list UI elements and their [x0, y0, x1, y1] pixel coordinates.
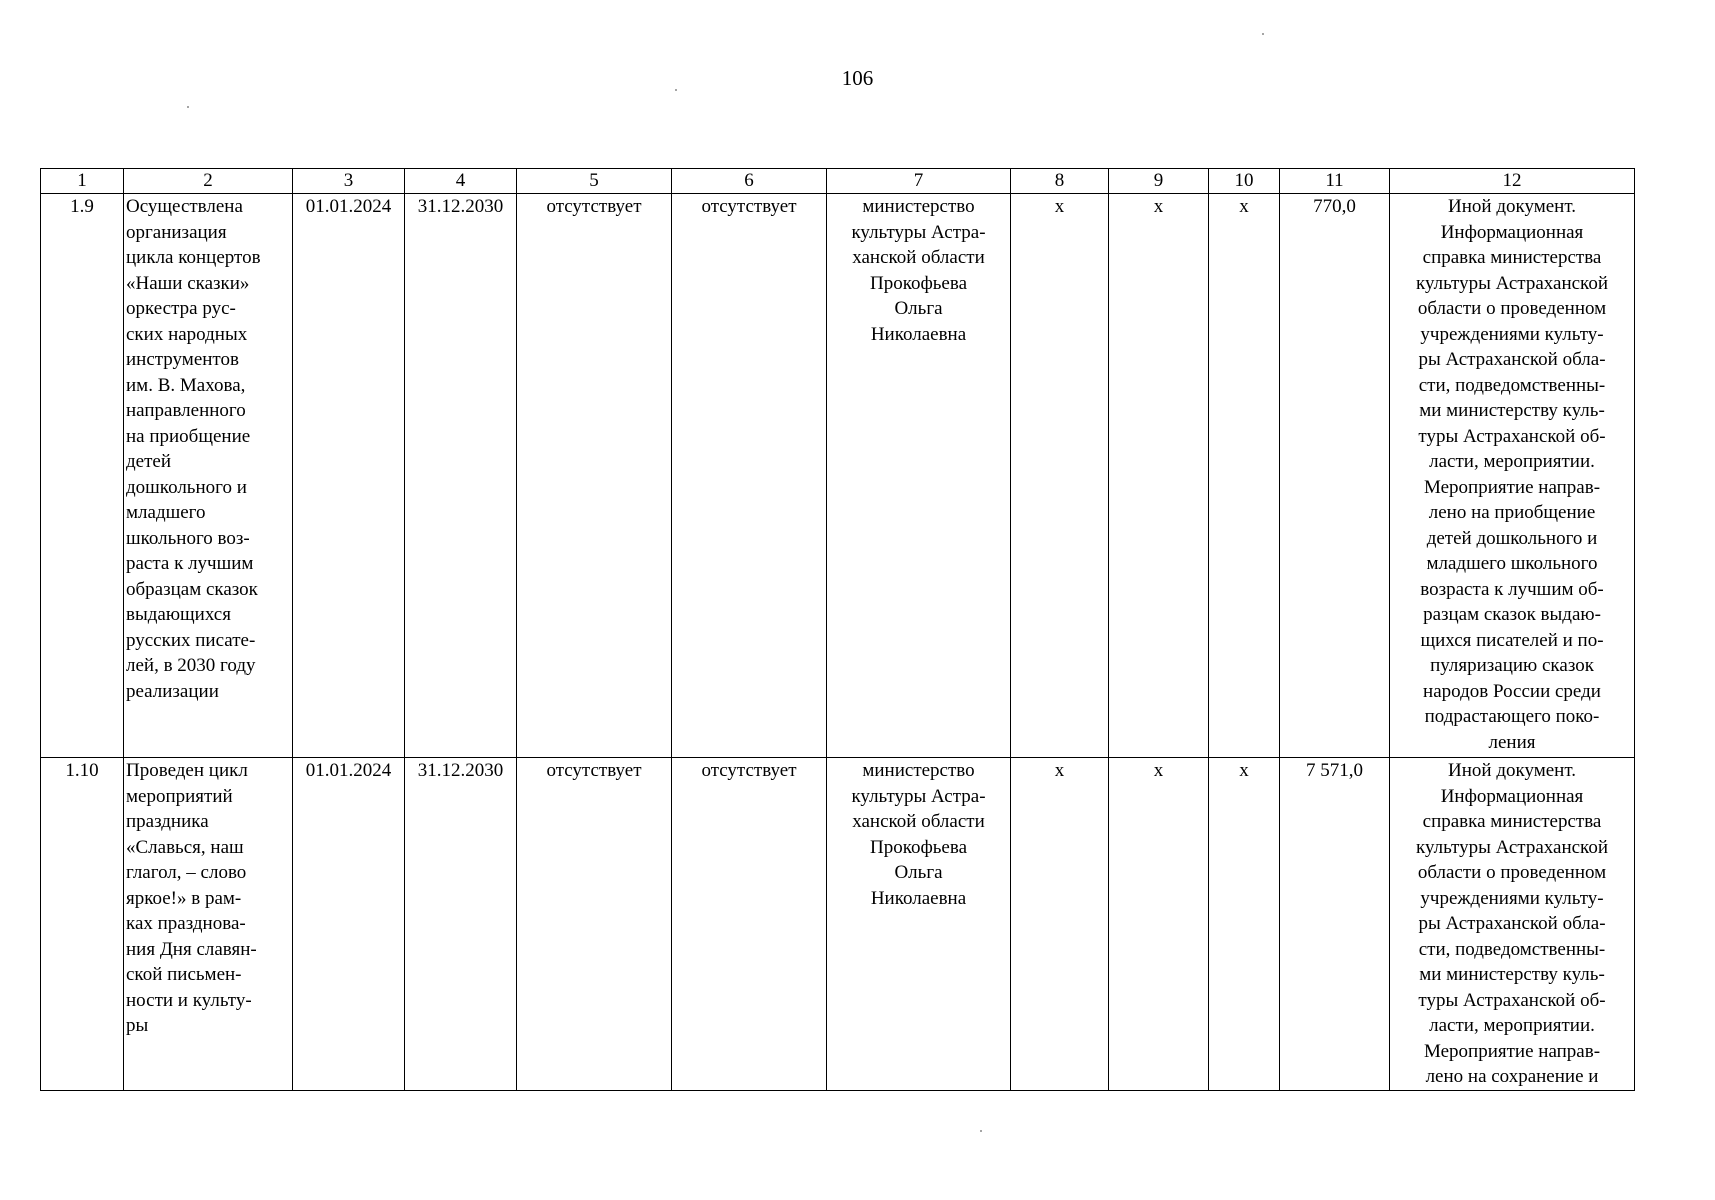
text-line: реализации [126, 680, 219, 702]
text-line: культуры Астраханской [1416, 836, 1608, 858]
row-number: 1.10 [41, 758, 124, 1091]
scan-speck [675, 89, 677, 91]
start-date: 01.01.2024 [293, 758, 405, 1091]
text-line: учреждениями культу- [1420, 887, 1604, 909]
text-line: Прокофьева [869, 836, 968, 858]
text-line: школьного воз- [126, 527, 250, 549]
text-line: ния Дня славян- [126, 938, 257, 960]
text-line: ры Астраханской обла- [1418, 913, 1606, 934]
responsible [827, 194, 1011, 758]
text-line: ры Астраханской обла- [1418, 349, 1606, 370]
column-header: 1 [41, 169, 124, 194]
text-line: Ольга [894, 298, 943, 319]
text-line: цикла концертов [126, 247, 261, 268]
scan-speck [980, 1130, 982, 1132]
text-line: праздника [126, 811, 209, 832]
column-header: 4 [405, 169, 517, 194]
col6-value: отсутствует [672, 758, 827, 1091]
col8-value: x [1011, 194, 1109, 758]
text-line: Осуществлена [126, 196, 243, 217]
text-line: лено на сохранение и [1425, 1066, 1599, 1087]
end-date: 31.12.2030 [405, 194, 517, 758]
text-line: организация [126, 221, 227, 243]
start-date: 01.01.2024 [293, 194, 405, 758]
text-line: Проведен цикл [126, 760, 248, 781]
text-line: раста к лучшим [126, 553, 254, 574]
column-header: 7 [827, 169, 1011, 194]
text-line: Мероприятие направ- [1423, 1040, 1601, 1062]
event-description [124, 194, 293, 758]
text-line: ры [126, 1015, 149, 1036]
scan-speck [1262, 33, 1264, 35]
text-line: справка министерства [1422, 247, 1602, 268]
text-line: им. В. Махова, [126, 374, 246, 396]
text-line: области о проведенном [1417, 298, 1607, 319]
result-document [1390, 194, 1635, 758]
text-line: подрастающего поко- [1424, 706, 1600, 727]
page-number: 106 [841, 66, 874, 90]
text-line: оркестра рус- [126, 298, 236, 319]
col5-value: отсутствует [517, 194, 672, 758]
text-line: сти, подведомственны- [1418, 374, 1606, 396]
end-date: 31.12.2030 [405, 758, 517, 1091]
column-header: 10 [1209, 169, 1280, 194]
column-header: 3 [293, 169, 405, 194]
text-line: области о проведенном [1417, 862, 1607, 883]
column-header: 8 [1011, 169, 1109, 194]
text-line: выдающихся [126, 604, 231, 625]
text-line: ми министерству куль- [1419, 964, 1605, 985]
text-line: Прокофьева [869, 272, 968, 294]
responsible [827, 758, 1011, 1091]
text-line: Иной документ. [1448, 760, 1576, 781]
text-line: учреждениями культу- [1420, 323, 1604, 345]
text-line: щихся писателей и по- [1420, 629, 1604, 651]
text-line: ских народных [126, 323, 248, 345]
text-line: «Наши сказки» [126, 272, 250, 294]
text-line: ления [1488, 731, 1536, 753]
column-header: 6 [672, 169, 827, 194]
text-line: ханской области [852, 811, 985, 832]
text-line: Николаевна [870, 323, 967, 345]
table-row [41, 194, 1635, 758]
text-line: Информационная [1440, 221, 1584, 243]
column-number-row [41, 169, 1635, 194]
text-line: «Славься, наш [126, 836, 244, 858]
column-header: 5 [517, 169, 672, 194]
text-line: Информационная [1440, 785, 1584, 807]
column-header: 12 [1390, 169, 1635, 194]
program-table [40, 168, 1635, 1091]
text-line: ханской области [852, 247, 985, 268]
text-line: возраста к лучшим об- [1420, 578, 1604, 600]
text-line: ской письмен- [126, 964, 242, 985]
text-line: мероприятий [126, 785, 233, 807]
text-line: культуры Астраханской [1416, 272, 1608, 294]
text-line: младшего [126, 502, 206, 523]
text-line: справка министерства [1422, 811, 1602, 832]
text-line: ности и культу- [126, 989, 252, 1011]
col10-value: x [1209, 758, 1280, 1091]
text-line: Николаевна [870, 887, 967, 909]
column-header: 11 [1280, 169, 1390, 194]
text-line: яркое!» в рам- [126, 887, 242, 909]
col10-value: x [1209, 194, 1280, 758]
text-line: туры Астраханской об- [1418, 989, 1606, 1011]
col6-value: отсутствует [672, 194, 827, 758]
text-line: ласти, мероприятии. [1429, 1015, 1595, 1036]
table-row [41, 758, 1635, 1091]
col9-value: x [1109, 194, 1209, 758]
amount: 7 571,0 [1280, 758, 1390, 1091]
amount: 770,0 [1280, 194, 1390, 758]
text-line: лей, в 2030 году [126, 655, 256, 676]
text-line: народов России среди [1423, 680, 1601, 702]
column-header: 2 [124, 169, 293, 194]
text-line: русских писате- [126, 629, 256, 651]
text-line: инструментов [126, 349, 239, 370]
text-line: детей [126, 451, 172, 472]
text-line: министерство [862, 760, 975, 781]
text-line: туры Астраханской об- [1418, 425, 1606, 447]
text-line: лено на приобщение [1428, 502, 1596, 523]
text-line: Ольга [894, 862, 943, 883]
text-line: глагол, – слово [126, 862, 247, 883]
col9-value: x [1109, 758, 1209, 1091]
text-line: младшего школьного [1426, 553, 1598, 574]
text-line: разцам сказок выдаю- [1423, 604, 1601, 625]
col8-value: x [1011, 758, 1109, 1091]
text-line: направленного [126, 400, 246, 421]
row-number: 1.9 [41, 194, 124, 758]
text-line: Иной документ. [1448, 196, 1576, 217]
text-line: на приобщение [126, 425, 251, 447]
text-line: культуры Астра- [851, 785, 986, 807]
result-document [1390, 758, 1635, 1091]
text-line: культуры Астра- [851, 221, 986, 243]
text-line: детей дошкольного и [1426, 527, 1598, 549]
text-line: ми министерству куль- [1419, 400, 1605, 421]
scan-speck [187, 106, 189, 108]
text-line: ках празднова- [126, 913, 246, 934]
event-description [124, 758, 293, 1091]
text-line: сти, подведомственны- [1418, 938, 1606, 960]
text-line: Мероприятие направ- [1423, 476, 1601, 498]
text-line: пуляризацию сказок [1430, 655, 1594, 676]
text-line: образцам сказок [126, 578, 258, 600]
text-line: министерство [862, 196, 975, 217]
col5-value: отсутствует [517, 758, 672, 1091]
text-line: ласти, мероприятии. [1429, 451, 1595, 472]
text-line: дошкольного и [126, 476, 247, 498]
column-header: 9 [1109, 169, 1209, 194]
